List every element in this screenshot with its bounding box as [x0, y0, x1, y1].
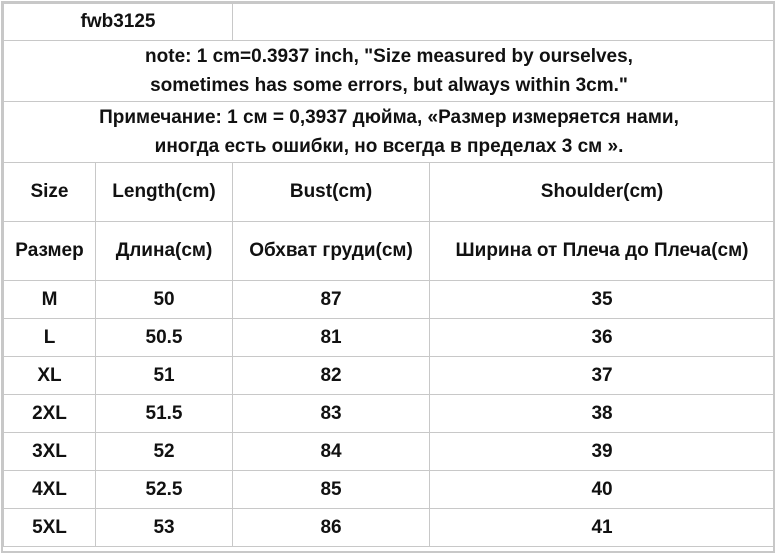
size-cell: XL [4, 357, 96, 395]
header-bust-ru: Обхват груди(см) [233, 222, 430, 281]
size-table [3, 3, 775, 547]
product-code: fwb3125 [4, 4, 233, 41]
note-en-row [4, 41, 775, 102]
bust-cell: 81 [233, 319, 430, 357]
header-shoulder-ru: Ширина от Плеча до Плеча(см) [430, 222, 775, 281]
size-cell: 5XL [4, 509, 96, 547]
bust-cell: 85 [233, 471, 430, 509]
note-ru-line-1: Примечание: 1 см = 0,3937 дюйма, «Размер измеряется нами, [99, 107, 679, 128]
size-cell: 2XL [4, 395, 96, 433]
table-row [4, 395, 775, 433]
length-cell: 51.5 [96, 395, 233, 433]
size-cell: 4XL [4, 471, 96, 509]
size-chart [1, 1, 775, 553]
table-row [4, 471, 775, 509]
header-length-ru: Длина(см) [96, 222, 233, 281]
note-ru-row [4, 102, 775, 163]
header-size-ru: Размер [4, 222, 96, 281]
table-row [4, 357, 775, 395]
shoulder-cell: 37 [430, 357, 775, 395]
shoulder-cell: 35 [430, 281, 775, 319]
header-length: Length(cm) [96, 163, 233, 222]
table-row [4, 281, 775, 319]
shoulder-cell: 36 [430, 319, 775, 357]
note-en-line-1: note: 1 cm=0.3937 inch, "Size measured by ourselves, [145, 46, 633, 67]
header-row-en [4, 163, 775, 222]
header-shoulder: Shoulder(cm) [430, 163, 775, 222]
bust-cell: 82 [233, 357, 430, 395]
shoulder-cell: 38 [430, 395, 775, 433]
bust-cell: 87 [233, 281, 430, 319]
size-cell: L [4, 319, 96, 357]
header-bust: Bust(cm) [233, 163, 430, 222]
table-row [4, 319, 775, 357]
length-cell: 50 [96, 281, 233, 319]
shoulder-cell: 39 [430, 433, 775, 471]
note-ru-line-2: иногда есть ошибки, но всегда в пределах 3 см ». [154, 136, 624, 157]
bust-cell: 86 [233, 509, 430, 547]
note-ru [4, 102, 775, 163]
shoulder-cell: 41 [430, 509, 775, 547]
bust-cell: 84 [233, 433, 430, 471]
note-en [4, 41, 775, 102]
length-cell: 52 [96, 433, 233, 471]
length-cell: 53 [96, 509, 233, 547]
length-cell: 51 [96, 357, 233, 395]
length-cell: 52.5 [96, 471, 233, 509]
header-row-ru [4, 222, 775, 281]
length-cell: 50.5 [96, 319, 233, 357]
size-cell: 3XL [4, 433, 96, 471]
table-row [4, 509, 775, 547]
empty-cell [233, 4, 775, 41]
table-row [4, 433, 775, 471]
note-en-line-2: sometimes has some errors, but always within 3cm." [150, 75, 628, 96]
bust-cell: 83 [233, 395, 430, 433]
shoulder-cell: 40 [430, 471, 775, 509]
code-row [4, 4, 775, 41]
header-size: Size [4, 163, 96, 222]
size-cell: M [4, 281, 96, 319]
